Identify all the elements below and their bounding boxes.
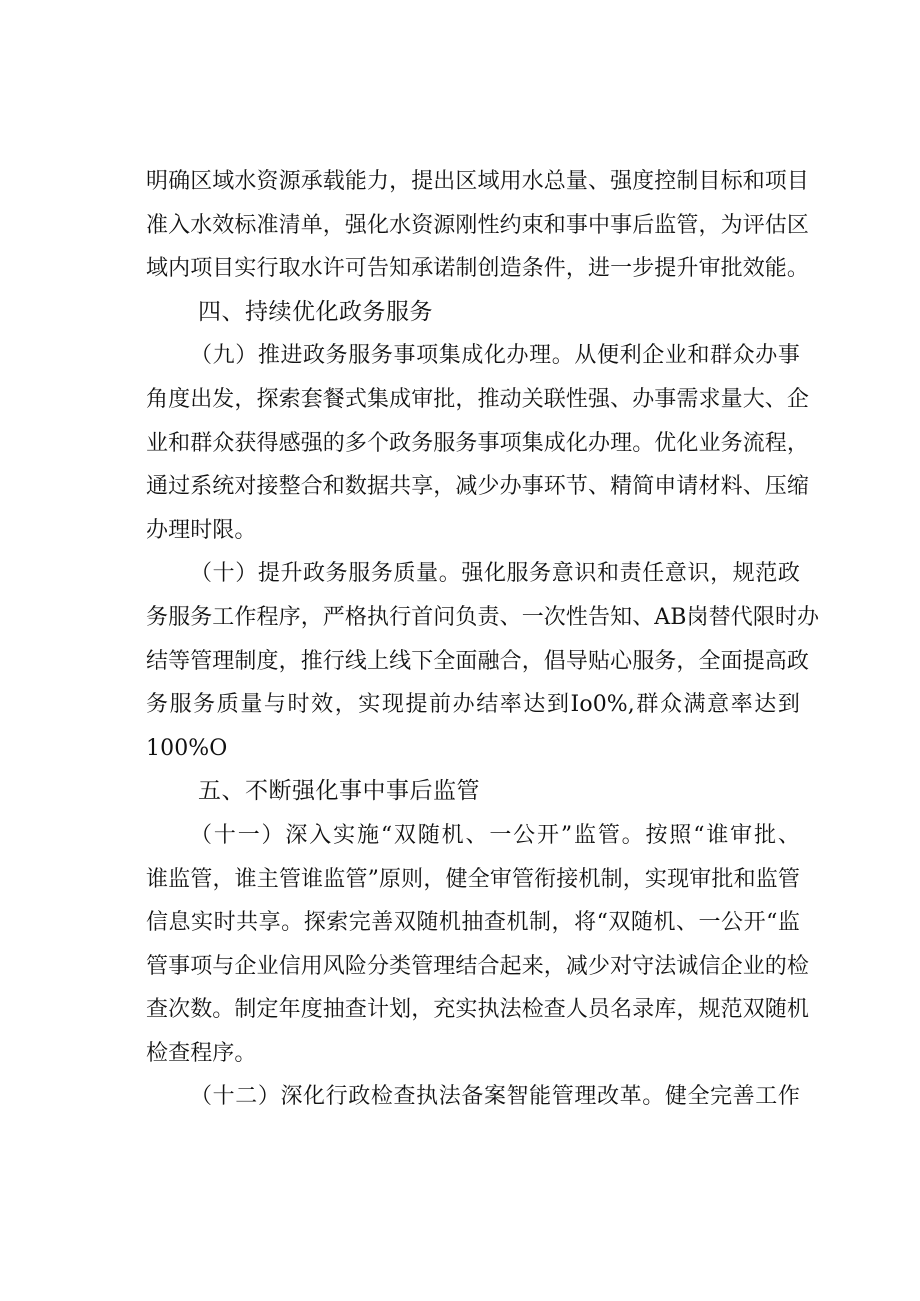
body-line: 明确区域水资源承载能力，提出区域用水总量、强度控制目标和项目	[146, 169, 810, 194]
paragraph-first-line: （十一）深入实施“双随机、一公开”监管。按照“谁审批、	[190, 822, 800, 848]
paragraph-first-line: （十）提升政务服务质量。强化服务意识和责任意识，规范政	[190, 561, 800, 587]
body-line: 查次数。制定年度抽查计划，充实执法检查人员名录库，规范双随机	[146, 997, 810, 1023]
paragraph-last-line: 办理时限。	[146, 517, 257, 543]
paragraph-first-line: （九）推进政务服务事项集成化办理。从便利企业和群众办事	[190, 343, 800, 369]
paragraph-first-line: （十二）深化行政检查执法备案智能管理改革。健全完善工作	[190, 1084, 800, 1110]
body-line: 结等管理制度，推行线上线下全面融合，倡导贴心服务，全面提高政	[146, 648, 810, 674]
body-line: 域内项目实行取水许可告知承诺制创造条件，进一步提升审批效能。	[146, 256, 810, 282]
section-heading: 四、持续优化政务服务	[198, 298, 433, 325]
body-line: 谁监管，谁主管谁监管”原则，健全审管衔接机制，实现审批和监管	[146, 866, 800, 892]
section-heading: 五、不断强化事中事后监管	[198, 778, 480, 805]
body-line: 信息实时共享。探索完善双随机抽查机制，将“双随机、一公开“监	[146, 910, 800, 936]
paragraph-last-line: 检查程序。	[146, 1040, 257, 1066]
paragraph-last-line: 100%O	[146, 735, 228, 761]
body-line: 角度出发，探索套餐式集成审批，推动关联性强、办事需求量大、企	[146, 386, 810, 412]
document-body	[146, 160, 820, 1119]
body-line: 准入水效标准清单，强化水资源刚性约束和事中事后监管，为评估区	[146, 212, 810, 238]
body-line: 业和群众获得感强的多个政务服务事项集成化办理。优化业务流程，	[146, 430, 810, 456]
body-line: 务服务工作程序，严格执行首问负责、一次性告知、AB岗替代限时办	[146, 604, 820, 630]
body-line: 通过系统对接整合和数据共享，减少办事环节、精简申请材料、压缩	[146, 474, 810, 500]
body-line: 务服务质量与时效，实现提前办结率达到Io0%,群众满意率达到	[146, 692, 800, 718]
body-line: 管事项与企业信用风险分类管理结合起来，减少对守法诚信企业的检	[146, 953, 810, 979]
